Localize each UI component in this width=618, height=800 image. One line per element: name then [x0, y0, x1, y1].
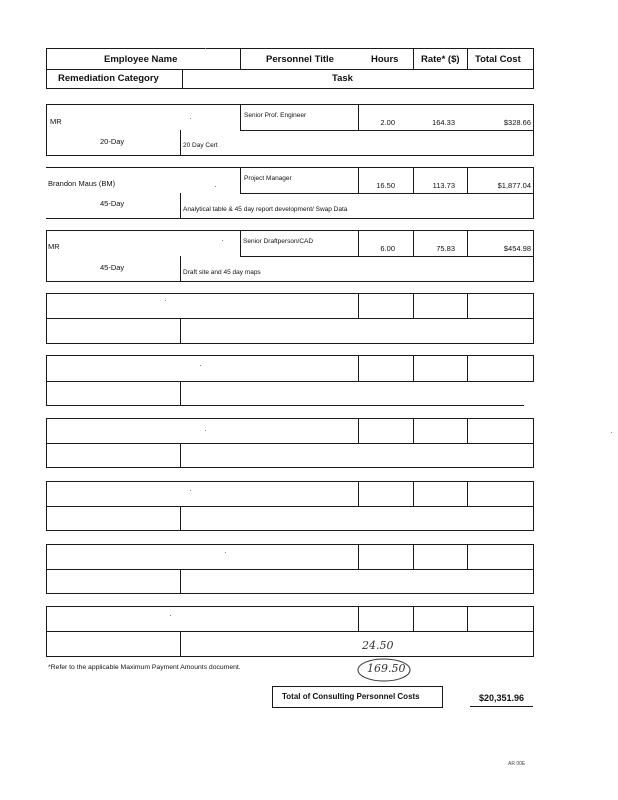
entry-3-total: $454.98	[503, 244, 531, 253]
handwritten-hours-note: 24.50	[362, 639, 394, 652]
entry-3-rate: 75.83	[436, 244, 455, 253]
entry-3-hours: 6.00	[380, 244, 395, 253]
footnote: *Refer to the applicable Maximum Payment Amounts document.	[48, 664, 241, 671]
entry-1-name: MR	[50, 117, 62, 126]
entry-3-task: Draft site and 45 day maps	[183, 269, 261, 276]
total-label: Total of Consulting Personnel Costs	[282, 692, 420, 701]
entry-2-title: Project Manager	[244, 175, 292, 182]
employee-name-header: Employee Name	[104, 54, 178, 65]
entry-1-total: $328.66	[503, 118, 531, 127]
entry-1-category: 20-Day	[100, 137, 125, 146]
entry-1-task: 20 Day Cert	[183, 142, 218, 149]
entry-2-rate: 113.73	[432, 181, 455, 190]
entry-1-hours: 2.00	[380, 118, 395, 127]
entry-2-category: 45-Day	[100, 199, 125, 208]
entry-2-name: Brandon Maus (BM)	[48, 179, 116, 188]
remediation-category-header: Remediation Category	[58, 73, 159, 84]
entry-1-rate: 164.33	[432, 118, 455, 127]
rate-header: Rate* ($)	[421, 54, 460, 65]
entry-2-total: $1,877.04	[497, 181, 531, 190]
total-label-box	[272, 686, 443, 708]
hours-header: Hours	[371, 54, 399, 65]
entry-3-category: 45-Day	[100, 263, 125, 272]
entry-2-task: Analytical table & 45 day report development/ Swap Data	[183, 206, 348, 213]
personnel-title-header: Personnel Title	[266, 54, 334, 65]
entry-1-title: Senior Prof. Engineer	[244, 112, 307, 119]
entry-3-title: Senior Draftperson/CAD	[243, 238, 314, 245]
page-code: AR 00E	[508, 761, 526, 767]
handwritten-circled-total: 169.50	[367, 662, 406, 675]
total-cost-header: Total Cost	[475, 54, 521, 65]
entry-3-name: MR	[48, 242, 60, 251]
total-value: $20,351.96	[479, 693, 525, 703]
entry-2-hours: 16.50	[376, 181, 395, 190]
task-header: Task	[332, 73, 353, 84]
